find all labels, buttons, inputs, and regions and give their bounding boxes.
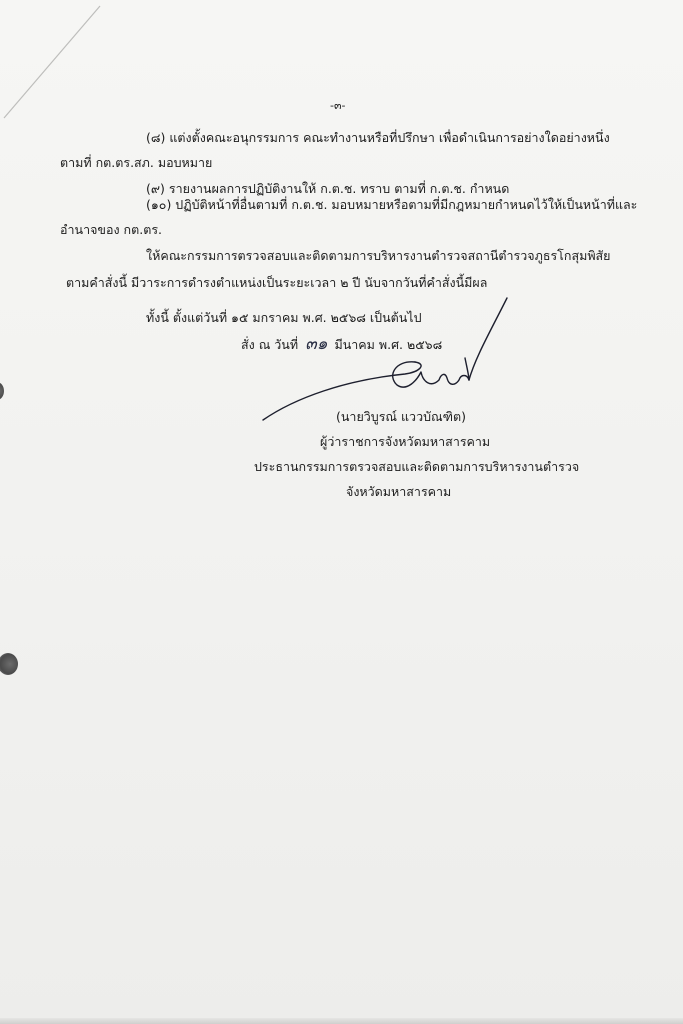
paper-crease-mark (0, 0, 110, 130)
handwritten-signature (255, 288, 515, 428)
signatory-position-2: ประธานกรรมการตรวจสอบและติดตามการบริหารงานตำรวจ (254, 459, 580, 474)
page-number: -๓- (330, 99, 346, 112)
punch-hole-top (0, 382, 4, 400)
item-8-line-2: ตามที่ กต.ตร.สภ. มอบหมาย (60, 155, 213, 170)
order-date-prefix: สั่ง ณ วันที่ (241, 337, 299, 352)
order-paragraph-line-1: ให้คณะกรรมการตรวจสอบและติดตามการบริหารงานตำรวจสถานีตำรวจภูธรโกสุมพิสัย (146, 248, 611, 263)
item-10-line-1: (๑๐) ปฏิบัติหน้าที่อื่นตามที่ ก.ต.ช. มอบหมายหรือตามที่มีกฎหมายกำหนดไว้ให้เป็นหน้าที่และ (146, 197, 638, 212)
item-9: (๙) รายงานผลการปฏิบัติงานให้ ก.ต.ช. ทราบ ตามที่ ก.ต.ช. กำหนด (146, 181, 510, 196)
effective-date: ทั้งนี้ ตั้งแต่วันที่ ๑๕ มกราคม พ.ศ. ๒๕๖๘ เป็นต้นไป (146, 310, 422, 325)
item-10-line-2: อำนาจของ กต.ตร. (60, 222, 163, 237)
order-date-day: ๓๑ (305, 334, 328, 354)
signatory-position-1: ผู้ว่าราชการจังหวัดมหาสารคาม (320, 434, 491, 449)
order-paragraph-line-2: ตามคำสั่งนี้ มีวาระการดำรงตำแหน่งเป็นระยะเวลา ๒ ปี นับจากวันที่คำสั่งนี้มีผล (66, 275, 488, 290)
item-8-line-1: (๘) แต่งตั้งคณะอนุกรรมการ คณะทำงานหรือที่ปรึกษา เพื่อดำเนินการอย่างใดอย่างหนึ่ง (146, 130, 610, 145)
signatory-position-3: จังหวัดมหาสารคาม (346, 484, 452, 499)
punch-hole-bottom (0, 653, 18, 675)
page-bottom-edge (0, 1018, 683, 1024)
order-date-suffix: มีนาคม พ.ศ. ๒๕๖๘ (334, 337, 443, 352)
signatory-name: (นายวิบูรณ์ แววบัณฑิต) (336, 409, 466, 424)
